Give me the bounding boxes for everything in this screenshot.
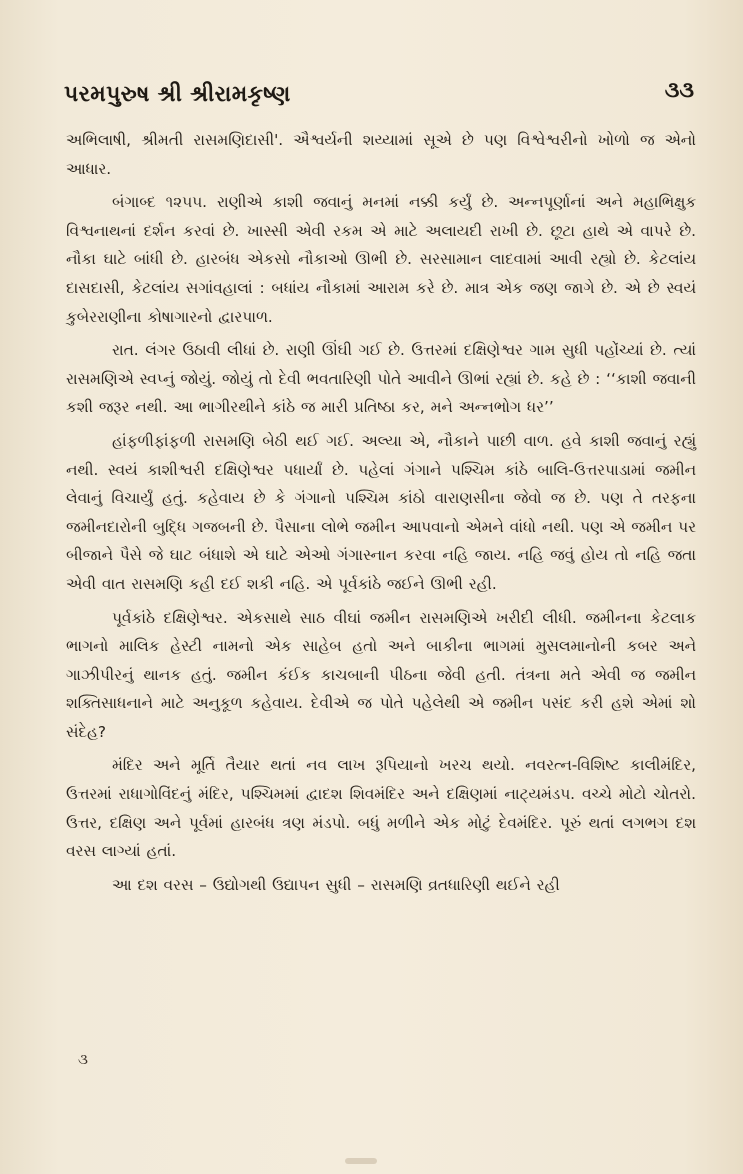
page-number: ૩૩ xyxy=(664,78,694,103)
page-header xyxy=(64,78,694,118)
running-head: પરમપુરુષ શ્રી શ્રીરામકૃષ્ણ xyxy=(64,82,291,107)
paragraph: બંગાબ્દ ૧૨૫૫. રાણીએ કાશી જવાનું મનમાં નક્કી કર્યું છે. અન્નપૂર્ણાનાં અને મહાભિક્ષુક વિશ્વનાથનાં દર્શન કરવાં છે. ખાસ્સી એવી રકમ એ માટે અલાયદી રાખી છે. છૂટા હાથે એ વાપરે છે. નૌકા ઘાટે બાંધી છે. હારબંધ એકસો નૌકાઓ ઊભી છે. સરસામાન લાદવામાં આવી રહ્યો છે. કેટલાંય દાસદાસી, કેટલાંય સગાંવહાલાં : બધાંય નૌકામાં આરામ કરે છે. માત્ર એક જણ જાગે છે. એ છે સ્વયં કુબેરરાણીના કોષાગારનો દ્વારપાળ. xyxy=(66,193,696,326)
paragraph: હાંફળીફાંફળી રાસમણિ બેઠી થઈ ગઈ. અલ્યા એ, નૌકાને પાછી વાળ. હવે કાશી જવાનું રહ્યું નથી. સ્વયં કાશીશ્વરી દક્ષિણેશ્વર પધાર્યાં છે. પહેલાં ગંગાને પશ્ચિમ કાંઠે બાલિ-ઉત્તરપાડામાં જમીન લેવાનું વિચાર્યું હતું. કહેવાય છે કે ગંગાનો પશ્ચિમ કાંઠો વારાણસીના જેવો જ છે. પણ તે તરફના જમીનદારોની બુદ્ધિ ગજબની છે. પૈસાના લોભે જમીન આપવાનો એમને વાંધો નથી. પણ એ જમીન પર બીજાને પૈસે જે ઘાટ બંધાશે એ ઘાટે એઓ ગંગાસ્નાન કરવા નહિ જાય. નહિ જવું હોય તો નહિ જતા એવી વાત રાસમણિ કહી દઈ શકી નહિ. એ પૂર્વકાંઠે જઈને ઊભી રહી. xyxy=(66,431,696,593)
body-text xyxy=(66,126,696,904)
paragraph: આ દશ વરસ – ઉદ્યોગથી ઉદ્યાપન સુધી – રાસમણિ વ્રતધારિણી થઈને રહી xyxy=(112,875,560,894)
signature-mark: ૩ xyxy=(78,1050,88,1068)
paragraph: પૂર્વકાંઠે દક્ષિણેશ્વર. એકસાથે સાઠ વીઘાં જમીન રાસમણિએ ખરીદી લીધી. જમીનના કેટલાક ભાગનો માલિક હેસ્ટી નામનો એક સાહેબ હતો અને બાકીના ભાગમાં મુસલમાનોની કબર અને ગાઝીપીરનું થાનક હતું. જમીન કંઈક કાચબાની પીઠના જેવી હતી. તંત્રના મતે એવી જ જમીન શક્તિસાધનાને માટે અનુકૂળ કહેવાય. દેવીએ જ પોતે પહેલેથી એ જમીન પસંદ કરી હશે એમાં શો સંદેહ? xyxy=(66,608,696,741)
ink-smudge xyxy=(345,1158,377,1164)
paragraph: રાત. લંગર ઉઠાવી લીધાં છે. રાણી ઊંઘી ગઈ છે. ઉત્તરમાં દક્ષિણેશ્વર ગામ સુધી પહોંચ્યાં છે. ત્યાં રાસમણિએ સ્વપ્નું જોયું. જોયું તો દેવી ભવતારિણી પોતે આવીને ઊભાં રહ્યાં છે. કહે છે : ‘‘કાશી જવાની કશી જરૂર નથી. આ ભાગીરથીને કાંઠે જ મારી પ્રતિષ્ઠા કર, મને અન્નભોગ ધર’’ xyxy=(66,341,696,417)
paragraph: મંદિર અને મૂર્તિ તૈયાર થતાં નવ લાખ રૂપિયાનો ખરચ થયો. નવરત્ન-વિશિષ્ટ કાલીમંદિર, ઉત્તરમાં રાધાગોવિંદનું મંદિર, પશ્ચિમમાં દ્વાદશ શિવમંદિર અને દક્ષિણમાં નાટ્યમંડપ. વચ્ચે મોટો ચોતરો. ઉત્તર, દક્ષિણ અને પૂર્વમાં હારબંધ ત્રણ મંડપો. બધું મળીને એક મોટું દેવમંદિર. પૂરું થતાં લગભગ દશ વરસ લાગ્યાં હતાં. xyxy=(66,756,696,861)
paragraph: અભિલાષી, શ્રીમતી રાસમણિદાસી'. ઐશ્વર્યની શય્યામાં સૂએ છે પણ વિશ્વેશ્વરીનો ખોળો જ એનો આધાર. xyxy=(66,131,696,178)
